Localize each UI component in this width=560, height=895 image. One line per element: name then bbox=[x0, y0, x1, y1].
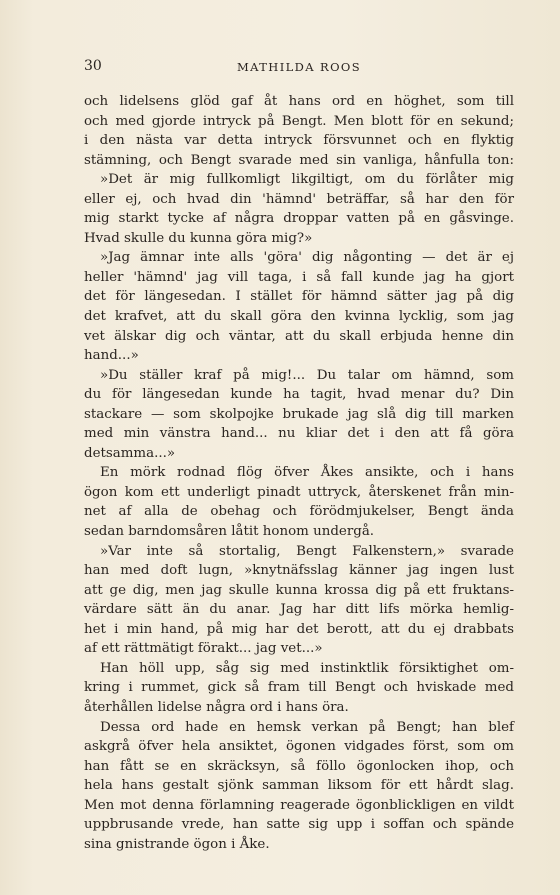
text-line: hela hans gestalt sjönk samman liksom för ett hårdt slag. bbox=[84, 778, 514, 794]
text-line: kring i rummet, gick så fram till Bengt och hviskade med bbox=[84, 680, 514, 696]
body-text bbox=[84, 92, 514, 854]
page-number: 30 bbox=[84, 58, 102, 74]
text-line: han fått se en skräcksyn, så föllo ögonlocken ihop, och bbox=[84, 758, 514, 774]
text-line: En mörk rodnad flög öfver Åkes ansikte, och i hans bbox=[100, 465, 514, 481]
text-line: mig starkt tycke af några droppar vatten på en gåsvinge. bbox=[84, 211, 514, 227]
text-line: hand...» bbox=[84, 348, 139, 364]
text-line: heller 'hämnd' jag vill taga, i så fall kunde jag ha gjort bbox=[84, 269, 514, 285]
text-line: »Du ställer kraf på mig!... Du talar om hämnd, som bbox=[100, 367, 514, 383]
text-line: »Var inte så stortalig, Bengt Falkenstern,» svarade bbox=[100, 543, 514, 559]
text-line: du för längesedan kunde ha tagit, hvad menar du? Din bbox=[84, 387, 514, 403]
text-line: och med gjorde intryck på Bengt. Men blott för en sekund; bbox=[84, 113, 514, 129]
text-line: »Jag ämnar inte alls 'göra' dig någonting — det är ej bbox=[100, 250, 514, 266]
text-line: vet älskar dig och väntar, att du skall erbjuda henne din bbox=[84, 328, 514, 344]
text-line: Men mot denna förlamning reagerade ögonblickligen en vildt bbox=[84, 797, 514, 813]
text-line: askgrå öfver hela ansiktet, ögonen vidgades först, som om bbox=[84, 739, 514, 755]
text-line: ögon kom ett underligt pinadt uttryck, återskenet från min- bbox=[84, 484, 514, 500]
text-line: het i min hand, på mig har det berott, att du ej drabbats bbox=[84, 621, 514, 637]
text-line: i den nästa var detta intryck försvunnet och en flyktig bbox=[84, 133, 514, 149]
text-line: återhållen lidelse några ord i hans öra. bbox=[84, 699, 349, 715]
text-line: net af alla de obehag och förödmjukelser, Bengt ända bbox=[84, 504, 514, 520]
running-head: MATHILDA ROOS bbox=[236, 60, 362, 74]
text-line: sina gnistrande ögon i Åke. bbox=[84, 836, 270, 852]
text-line: och lidelsens glöd gaf åt hans ord en höghet, som till bbox=[84, 94, 514, 109]
text-line: Hvad skulle du kunna göra mig?» bbox=[84, 230, 313, 246]
text-line: att ge dig, men jag skulle kunna krossa dig på ett fruktans- bbox=[84, 582, 514, 598]
text-line: det krafvet, att du skall göra den kvinna lycklig, som jag bbox=[84, 309, 514, 325]
text-line: uppbrusande vrede, han satte sig upp i soffan och spände bbox=[84, 817, 514, 833]
text-line: med min vänstra hand... nu kliar det i den att få göra bbox=[84, 426, 514, 442]
text-line: han med doft lugn, »knytnäfsslag känner jag ingen lust bbox=[84, 563, 514, 579]
text-line: eller ej, och hvad din 'hämnd' beträffar, så har den för bbox=[84, 191, 514, 207]
page-header bbox=[84, 58, 514, 78]
text-line: af ett rättmätigt förakt... jag vet...» bbox=[84, 641, 323, 657]
text-line: värdare sätt än du anar. Jag har ditt lifs mörka hemlig- bbox=[84, 602, 514, 618]
text-line: Dessa ord hade en hemsk verkan på Bengt; han blef bbox=[100, 719, 514, 735]
text-line: sedan barndomsåren låtit honom undergå. bbox=[84, 524, 375, 540]
text-line: »Det är mig fullkomligt likgiltigt, om du förlåter mig bbox=[100, 172, 514, 188]
text-line: stämning, och Bengt svarade med sin vanliga, hånfulla ton: bbox=[84, 152, 514, 168]
text-line: detsamma...» bbox=[84, 445, 176, 461]
text-line: det för längesedan. I stället för hämnd sätter jag på dig bbox=[84, 289, 514, 305]
text-line: Han höll upp, såg sig med instinktlik försiktighet om- bbox=[100, 660, 514, 676]
text-line: stackare — som skolpojke brukade jag slå dig till marken bbox=[84, 406, 514, 422]
